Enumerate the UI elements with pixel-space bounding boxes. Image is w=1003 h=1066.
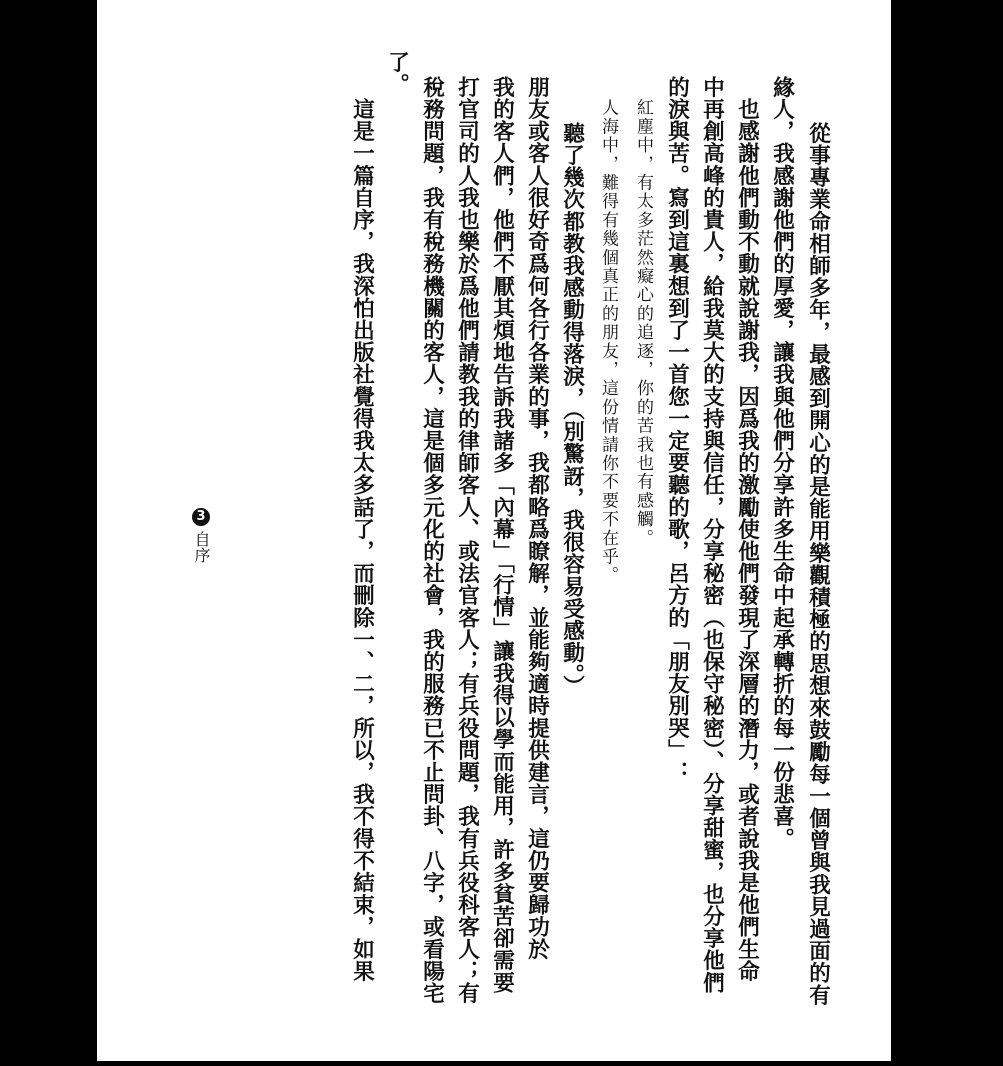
text-column-5: 的淚與苦。寫到這裏想到了一首您一定要聽的歌，呂方的「朋友別哭」：	[664, 76, 690, 784]
book-page	[97, 0, 891, 1061]
text-column-3: 也感謝他們動不動就說謝我，因爲我的激勵使他們發現了深層的潛力，或者說我是他們生命	[734, 76, 760, 983]
text-column-8: 我的客人們，他們不厭其煩地告訴我諸多「內幕」「行情」讓我得以學而能用，許多貧苦卻需要	[489, 76, 515, 994]
text-column-1: 從事專業命相師多年，最感到開心的是能用樂觀積極的思想來鼓勵每一個曾與我見過面的有	[805, 122, 831, 1006]
text-column-9: 打官司的人我也樂於爲他們請教我的律師客人、或法官客人；有兵役問題，我有兵役科客人；有	[454, 76, 480, 1005]
page-number-badge: 3	[192, 508, 210, 526]
text-column-2: 緣人，我感謝他們的厚愛，讓我與他們分享許多生命中起承轉折的每一份悲喜。	[769, 76, 795, 850]
page-folio	[192, 508, 210, 563]
lyric-line-1: 紅塵中，有太多茫然癡心的追逐，你的苦我也有感觸。	[633, 80, 653, 548]
text-column-4: 中再創高峰的貴人，給我莫大的支持與信任，分享秘密（也保守秘密）、分享甜蜜，也分享他們	[699, 76, 725, 994]
text-column-12: 這是一篇自序，我深怕出版社覺得我太多話了，而刪除一、二，所以，我不得不結束，如果	[349, 76, 375, 983]
lyric-line-2: 人海中，難得有幾個真正的朋友，這份情請你不要不在乎。	[598, 80, 618, 585]
text-column-7: 朋友或客人很好奇爲何各行各業的事，我都略爲瞭解，並能夠適時提供建言，這仍要歸功於	[524, 76, 550, 960]
text-column-10: 稅務問題，我有稅務機關的客人，這是個多元化的社會，我的服務已不止問卦、八字，或看陽宅	[419, 76, 445, 1005]
section-label: 自序	[192, 531, 211, 563]
text-column-11: 了。	[384, 51, 410, 96]
text-column-6: 聽了幾次都教我感動得落淚，（別驚訝，我很容易受感動。）	[559, 122, 585, 698]
